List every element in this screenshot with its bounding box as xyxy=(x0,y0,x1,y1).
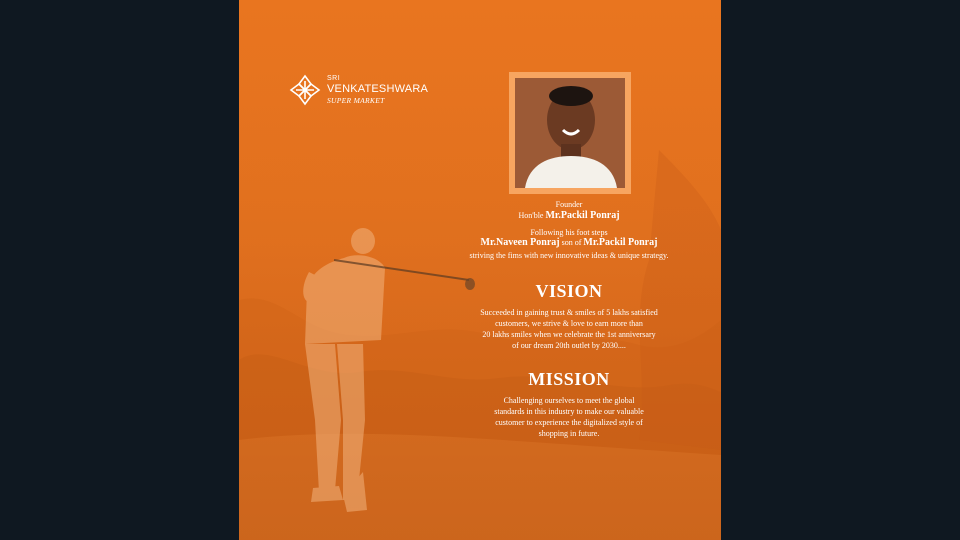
vision-text xyxy=(419,307,719,351)
successor-father: Mr.Packil Ponraj xyxy=(583,237,658,248)
vision-line: 20 lakhs smiles when we celebrate the 1st anniversary xyxy=(482,330,656,339)
successor-line xyxy=(419,238,719,248)
mission-heading: MISSION xyxy=(528,369,610,389)
vision-line: customers, we strive & love to earn more than xyxy=(495,319,643,328)
poster xyxy=(239,0,721,540)
mission-line: customer to experience the digitalized style of xyxy=(495,418,643,427)
founder-role: Founder xyxy=(555,200,583,209)
mission-line: Challenging ourselves to meet the global xyxy=(503,396,635,405)
founder-portrait xyxy=(509,72,631,194)
flower-lotus-icon xyxy=(287,72,323,108)
vision-line: Succeeded in gaining trust & smiles of 5 lakhs satisfied xyxy=(480,308,658,317)
successor-relation: son of xyxy=(561,238,582,247)
founder-photo xyxy=(515,78,625,188)
logo-line-sri: SRI xyxy=(327,75,341,82)
brand-logo xyxy=(287,72,447,112)
founder-name: Mr.Packil Ponraj xyxy=(545,210,620,221)
mission-line: standards in this industry to make our valuable xyxy=(494,407,644,416)
successor-name: Mr.Naveen Ponraj xyxy=(480,237,560,248)
logo-line-tagline: SUPER MARKET xyxy=(327,96,385,105)
successor-tagline: striving the fims with new innovative ideas & unique strategy. xyxy=(469,251,669,260)
mission-line: shopping in future. xyxy=(538,429,600,438)
vision-heading: VISION xyxy=(535,281,603,301)
founder-prefix: Hon'ble xyxy=(518,211,544,220)
mission-text xyxy=(419,395,719,439)
founder-name-line xyxy=(419,211,719,221)
vision-line: of our dream 20th outlet by 2030.... xyxy=(512,341,626,350)
logo-line-name: VENKATESHWARA xyxy=(327,83,429,95)
successor-intro: Following his foot steps xyxy=(530,228,608,237)
